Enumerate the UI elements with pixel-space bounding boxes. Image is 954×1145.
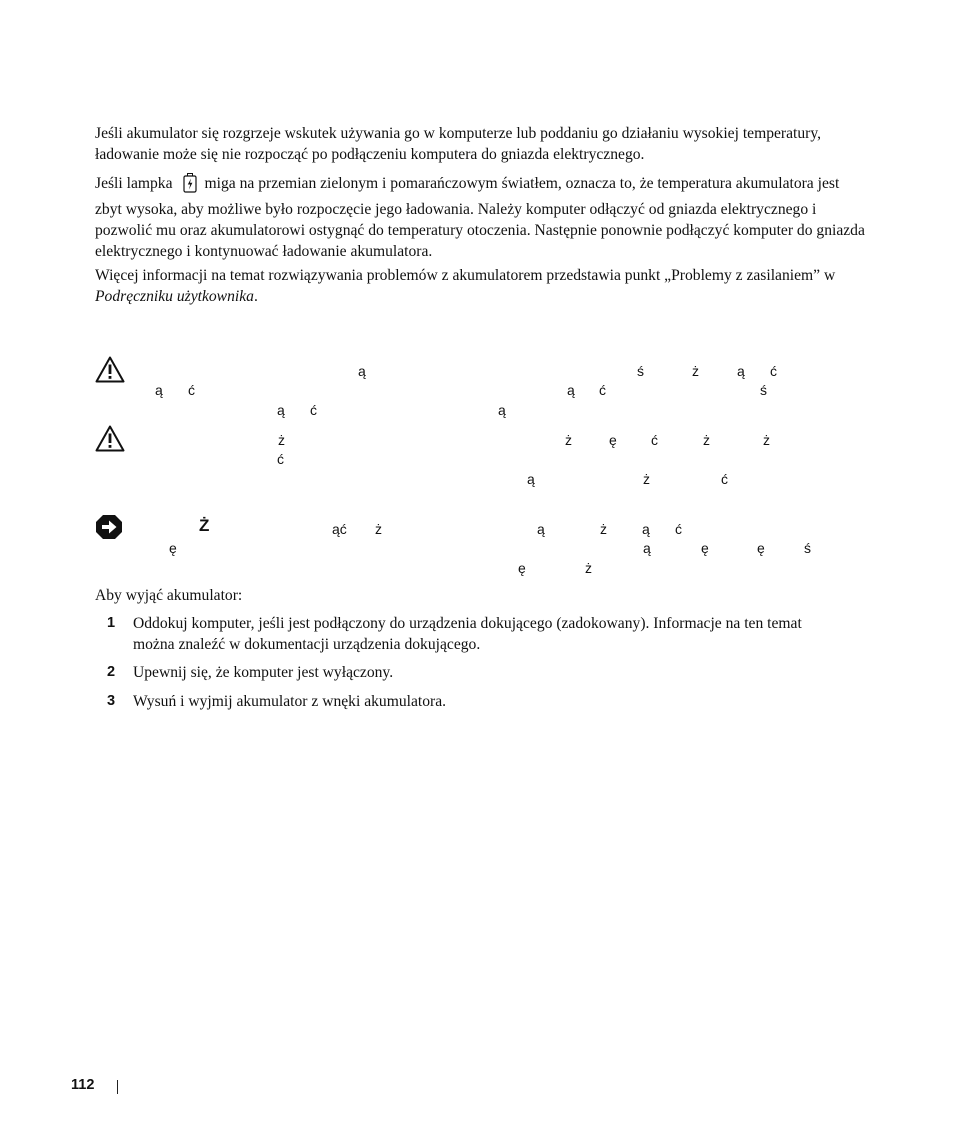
notice-fragment: ż	[375, 521, 382, 537]
notice-fragment: ąć	[332, 521, 347, 537]
warning-fragment: ą	[277, 402, 285, 418]
notice-fragment: ż	[600, 521, 607, 537]
warning-fragment: ć	[188, 382, 195, 398]
step-text: Upewnij się, że komputer jest wyłączony.	[133, 664, 394, 681]
warning-fragment: ż	[278, 432, 285, 448]
warning-triangle-icon	[95, 356, 125, 388]
procedure-intro: Aby wyjąć akumulator:	[95, 587, 243, 604]
warning-fragment: ż	[565, 432, 572, 448]
notice-fragment: ą	[537, 521, 545, 537]
warning-fragment: ć	[310, 402, 317, 418]
battery-charge-icon	[183, 173, 197, 199]
step-number: 2	[107, 664, 116, 680]
warning-fragment: ę	[609, 432, 617, 448]
paragraph-battery-heat: Jeśli akumulator się rozgrzeje wskutek używania go w komputerze lub poddaniu go działaniu wysokiej temperatury, ładowanie może się nie rozpocząć po podłączeniu komputera do gniazda elektrycznego.	[95, 125, 822, 163]
step-number: 1	[107, 615, 116, 631]
paragraph-text-end: .	[253, 288, 258, 305]
warning-fragment: ą	[498, 402, 506, 418]
footer-divider	[117, 1080, 118, 1094]
paragraph-more-info	[95, 265, 865, 307]
page-number: 112	[71, 1077, 95, 1093]
notice-fragment: ę	[518, 560, 526, 576]
warning-fragment: ć	[651, 432, 658, 448]
warning-fragment: ć	[277, 451, 284, 467]
warning-fragment: ć	[599, 382, 606, 398]
notice-fragment: ę	[169, 540, 177, 556]
warning-fragment: ś	[760, 382, 767, 398]
warning-fragment: ś	[637, 363, 644, 379]
step-text: Wysuń i wyjmij akumulator z wnęki akumulatora.	[133, 693, 447, 710]
warning-fragment: ą	[527, 471, 535, 487]
warning-fragment: ą	[737, 363, 745, 379]
paragraph-text-start: Jeśli lampka	[95, 175, 173, 192]
notice-fragment: ę	[757, 540, 765, 556]
warning-fragment: ż	[763, 432, 770, 448]
step-text: Oddokuj komputer, jeśli jest podłączony do urządzenia dokującego (zadokowany). Informacje na ten temat można znaleźć w dokumentacji urządzenia dokującego.	[133, 615, 802, 653]
warning-triangle-icon	[95, 425, 125, 457]
notice-fragment: Ż	[199, 516, 210, 535]
warning-fragment: ą	[155, 382, 163, 398]
paragraph-text-start: Więcej informacji na temat rozwiązywania problemów z akumulatorem przedstawia punkt „Problemy z zasilaniem” w	[95, 267, 836, 284]
notice-fragment: ć	[675, 521, 682, 537]
paragraph-text-end: miga na przemian zielonym i pomarańczowym światłem, oznacza to, że temperatura akumulatora jest zbyt wysoka, aby możliwe było rozpoczęcie jego ładowania. Należy komputer odłączyć od gniazda elektrycznego i pozwolić mu oraz akumulatorowi ostygnąć do temperatury otoczenia. Następnie ponownie podłączyć komputer do gniazda elektrycznego i kontynuować ładowanie akumulatora.	[95, 175, 865, 260]
notice-arrow-icon	[95, 514, 123, 545]
warning-fragment: ż	[692, 363, 699, 379]
notice-fragment: ś	[804, 540, 811, 556]
warning-fragment: ą	[358, 363, 366, 379]
warning-fragment: ż	[643, 471, 650, 487]
warning-fragment: ć	[770, 363, 777, 379]
notice-fragment: ą	[643, 540, 651, 556]
paragraph-battery-light	[95, 173, 865, 262]
notice-fragment: ę	[701, 540, 709, 556]
warning-fragment: ż	[703, 432, 710, 448]
warning-fragment: ć	[721, 471, 728, 487]
step-number: 3	[107, 693, 116, 709]
notice-fragment: ż	[585, 560, 592, 576]
notice-fragment: ą	[642, 521, 650, 537]
users-guide-title: Podręczniku użytkownika	[95, 288, 254, 305]
warning-fragment: ą	[567, 382, 575, 398]
